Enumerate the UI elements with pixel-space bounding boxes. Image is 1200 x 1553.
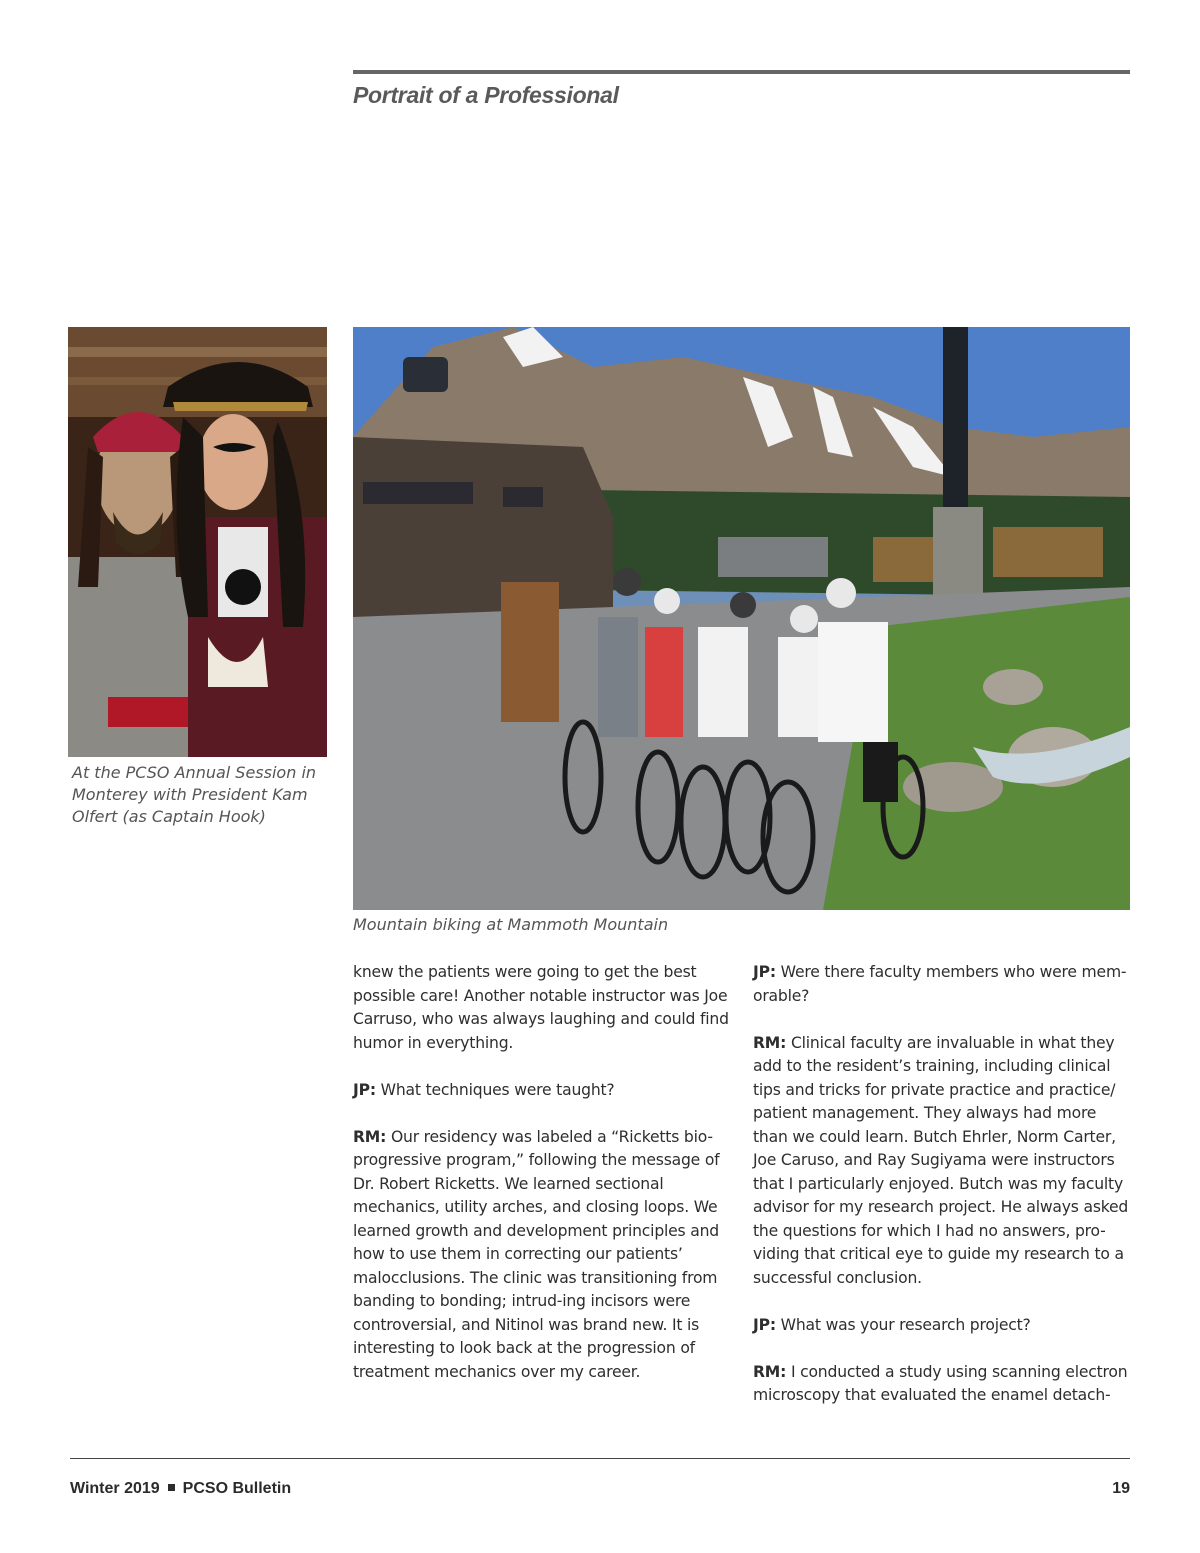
square-bullet-icon xyxy=(168,1484,175,1491)
speaker-label: RM: xyxy=(753,1362,787,1381)
section-title: Portrait of a Professional xyxy=(353,82,619,108)
footer-rule xyxy=(70,1458,1130,1459)
footer-issue-date: Winter 2019 xyxy=(70,1480,160,1497)
article-paragraph xyxy=(353,961,733,1055)
mountain-biking-photo xyxy=(353,327,1130,910)
footer-issue xyxy=(70,1480,291,1498)
article-paragraph xyxy=(753,1032,1133,1291)
article-paragraph xyxy=(753,961,1133,1008)
paragraph-text: Our residency was labeled a “Ricketts bio-progressive program,” following the message of Dr. Robert Ricketts. We learned sectional mechanics, utility arches, and closing loops. We learned growth and development principles and how to use them in correcting our patients’ malocclusions. The clinic was transitioning from banding to bonding; intrud-ing incisors were controversial, and Nitinol was brand new. It is interesting to look back at the progression of treatment mechanics over my career. xyxy=(353,1127,720,1381)
paragraph-text: What techniques were taught? xyxy=(380,1080,615,1099)
article-paragraph xyxy=(353,1126,733,1385)
paragraph-text: knew the patients were going to get the best possible care! Another notable instructor was Joe Carruso, who was always laughing and could find humor in everything. xyxy=(353,963,729,1052)
article-paragraph xyxy=(753,1314,1133,1338)
biking-caption: Mountain biking at Mammoth Mountain xyxy=(353,915,669,934)
article-right-column xyxy=(753,961,1133,1431)
pirates-caption: At the PCSO Annual Session in Monterey with President Kam Olfert (as Captain Hook) xyxy=(72,763,317,826)
speaker-label: RM: xyxy=(753,1033,787,1052)
paragraph-text: I conducted a study using scanning electron microscopy that evaluated the enamel detach- xyxy=(753,1362,1128,1404)
page-number: 19 xyxy=(1112,1480,1130,1497)
speaker-label: JP: xyxy=(753,963,776,981)
paragraph-text: Clinical faculty are invaluable in what they add to the resident’s training, including clinical tips and tricks for private practice and practice/ patient management. They always had more than we could learn. Butch Ehrler, Norm Carter, Joe Caruso, and Ray Sugiyama were instructors that I particularly enjoyed. Butch was my faculty advisor for my research project. He always asked the questions for which I had no answers, pro-viding that critical eye to guide my research to a successful conclusion. xyxy=(753,1033,1129,1287)
article-left-column xyxy=(353,961,733,1408)
top-rule xyxy=(353,70,1130,74)
speaker-label: RM: xyxy=(353,1127,387,1146)
article-paragraph xyxy=(353,1079,733,1103)
pirates-photo xyxy=(68,327,327,757)
paragraph-text: What was your research project? xyxy=(780,1315,1031,1334)
speaker-label: JP: xyxy=(753,1315,776,1334)
article-paragraph xyxy=(753,1361,1133,1408)
paragraph-text: Were there faculty members who were mem-orable? xyxy=(753,963,1127,1005)
speaker-label: JP: xyxy=(353,1080,376,1099)
footer-publication: PCSO Bulletin xyxy=(182,1480,292,1497)
